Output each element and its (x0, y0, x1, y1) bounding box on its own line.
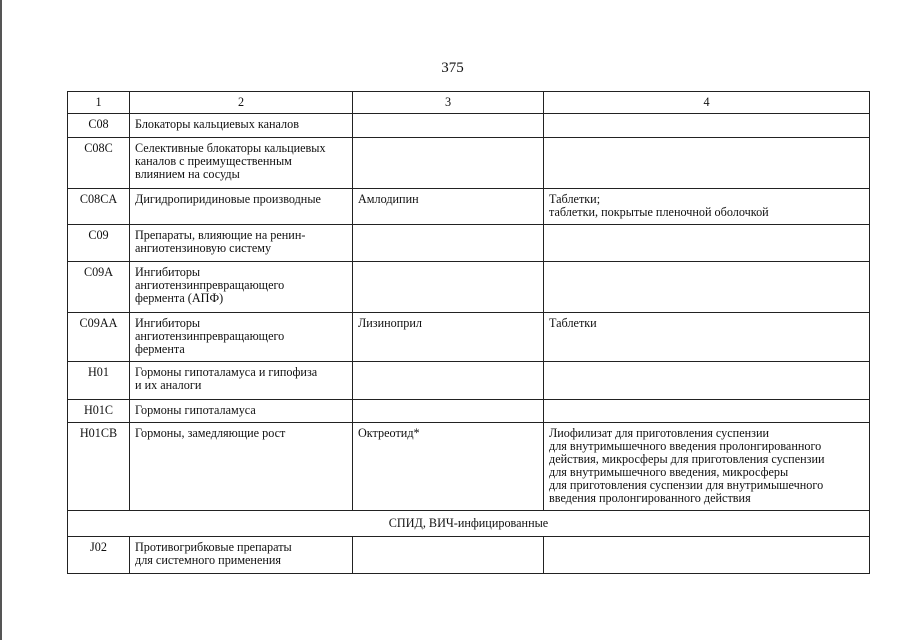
atc-code: H01CB (68, 423, 130, 511)
group-name: Блокаторы кальциевых каналов (130, 114, 353, 138)
drug-name: Лизиноприл (353, 313, 544, 362)
atc-code: C08C (68, 138, 130, 189)
atc-code: C09AA (68, 313, 130, 362)
drug-name (353, 114, 544, 138)
dosage-form (544, 138, 870, 189)
table-row (68, 114, 870, 138)
group-name: Дигидропиридиновые производные (130, 189, 353, 225)
group-name: Ингибиторы ангиотензинпревращающего фермента (АПФ) (130, 262, 353, 313)
dosage-form (544, 537, 870, 574)
dosage-form: Таблетки (544, 313, 870, 362)
dosage-form: Таблетки; таблетки, покрытые пленочной оболочкой (544, 189, 870, 225)
group-name: Гормоны гипоталамуса (130, 400, 353, 423)
dosage-form (544, 362, 870, 400)
table-header-row (68, 92, 870, 114)
atc-code: H01 (68, 362, 130, 400)
table-row (68, 537, 870, 574)
drug-name (353, 537, 544, 574)
drug-name (353, 400, 544, 423)
group-name: Гормоны, замедляющие рост (130, 423, 353, 511)
drug-name (353, 138, 544, 189)
drug-name (353, 225, 544, 262)
drug-name (353, 362, 544, 400)
atc-code: C09A (68, 262, 130, 313)
column-header: 4 (544, 92, 870, 114)
group-name: Противогрибковые препараты для системного применения (130, 537, 353, 574)
atc-code: H01C (68, 400, 130, 423)
drug-table (67, 91, 870, 574)
dosage-form (544, 225, 870, 262)
drug-name (353, 262, 544, 313)
atc-code: C09 (68, 225, 130, 262)
atc-code: C08CA (68, 189, 130, 225)
table-row (68, 400, 870, 423)
column-header: 2 (130, 92, 353, 114)
column-header: 3 (353, 92, 544, 114)
group-name: Ингибиторы ангиотензинпревращающего фермента (130, 313, 353, 362)
table-row (68, 262, 870, 313)
column-header: 1 (68, 92, 130, 114)
drug-name: Амлодипин (353, 189, 544, 225)
table-row (68, 189, 870, 225)
page-number: 375 (441, 60, 464, 76)
drug-name: Октреотид* (353, 423, 544, 511)
table-row (68, 423, 870, 511)
dosage-form (544, 400, 870, 423)
dosage-form (544, 114, 870, 138)
table-row (68, 313, 870, 362)
section-row (68, 511, 870, 537)
dosage-form: Лиофилизат для приготовления суспензии для внутримышечного введения пролонгированного действия, микросферы для приготовления суспензии для внутримышечного введения, микросферы для приготовления суспензии для внутримышечного введения пролонгированного действия (544, 423, 870, 511)
page-edge (0, 0, 2, 640)
section-title: СПИД, ВИЧ-инфицированные (68, 511, 870, 537)
table-row (68, 362, 870, 400)
atc-code: J02 (68, 537, 130, 574)
atc-code: C08 (68, 114, 130, 138)
dosage-form (544, 262, 870, 313)
table-row (68, 138, 870, 189)
group-name: Гормоны гипоталамуса и гипофиза и их аналоги (130, 362, 353, 400)
group-name: Препараты, влияющие на ренин- ангиотензиновую систему (130, 225, 353, 262)
group-name: Селективные блокаторы кальциевых каналов с преимущественным влиянием на сосуды (130, 138, 353, 189)
table-row (68, 225, 870, 262)
